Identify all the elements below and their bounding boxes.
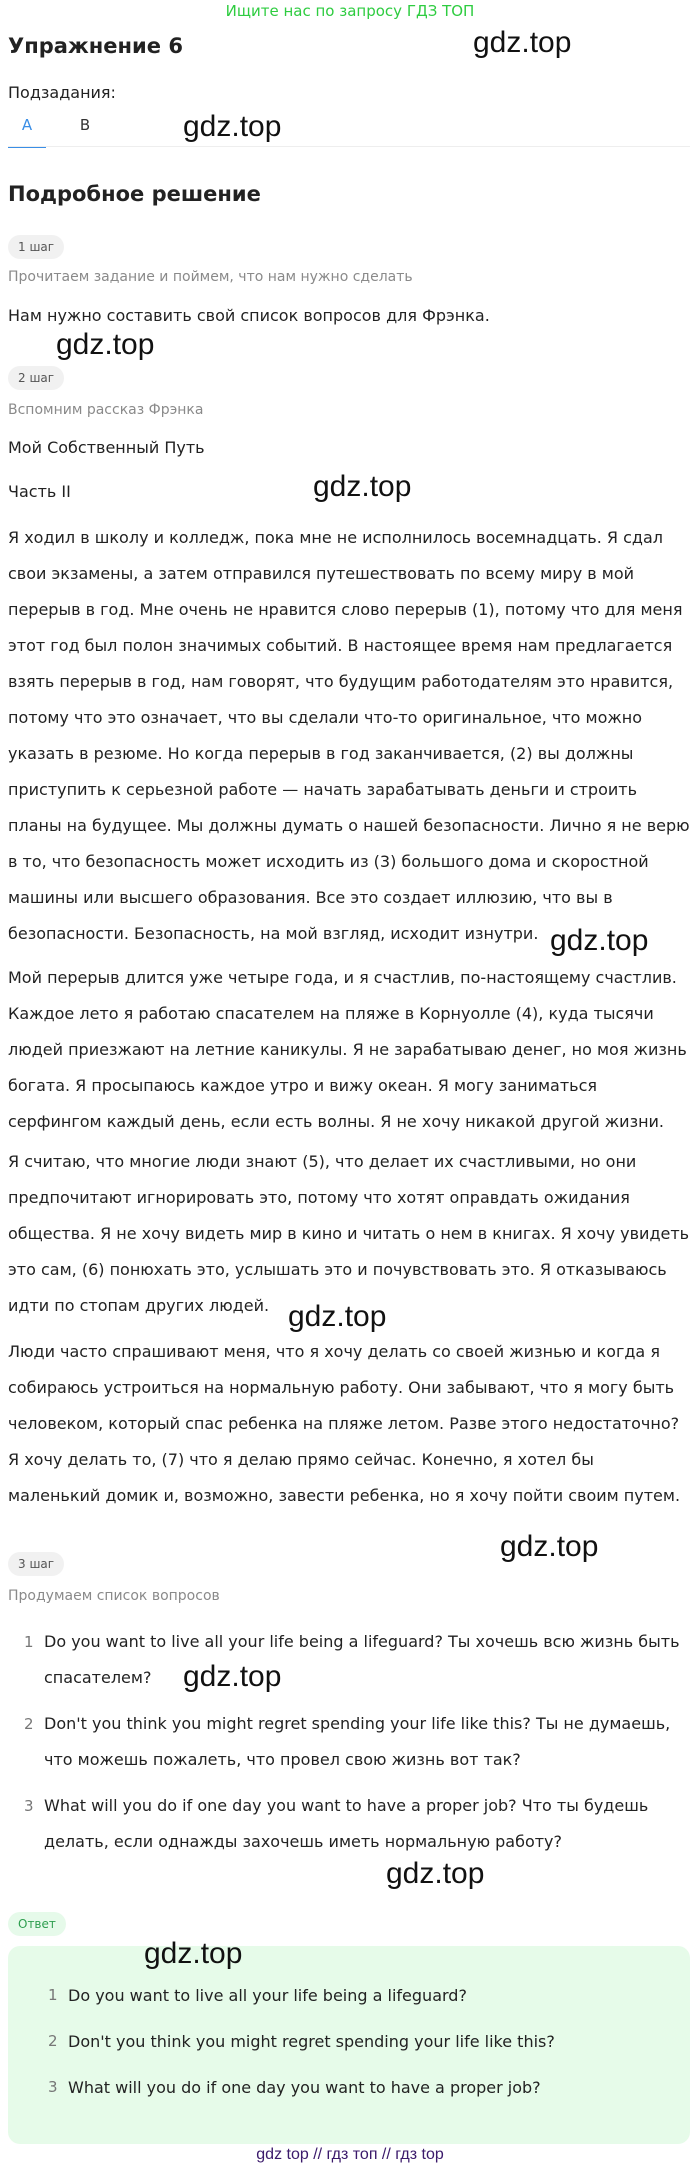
top-banner[interactable]: Ищите нас по запросу ГДЗ ТОП xyxy=(225,2,475,20)
watermark: gdz.top xyxy=(144,1937,243,1970)
question-number: 2 xyxy=(24,1715,34,1733)
step1-text: Нам нужно составить свой список вопросов для Фрэнка. xyxy=(8,306,490,325)
question-text: Don't you think you might regret spending your life like this? Ты не думаешь, что можешь пожалеть, что провел свою жизнь вот так? xyxy=(44,1714,671,1769)
tab-a[interactable]: A xyxy=(8,112,46,148)
step-badge: 2 шаг xyxy=(8,366,64,390)
answer-number: 2 xyxy=(48,2032,58,2050)
exercise-title: Упражнение 6 xyxy=(8,34,183,58)
story-part: Часть II xyxy=(8,482,71,501)
story-paragraph: Люди часто спрашивают меня, что я хочу делать со своей жизнью и когда я собираюсь устроиться на нормальную работу. Они забывают, что я могу быть человеком, который спас ребенка на пляже летом. Разве этого недостаточно? Я хочу делать то, (7) что я делаю прямо сейчас. Конечно, я хотел бы маленький домик и, возможно, завести ребенка, но я хочу пойти своим путем. xyxy=(8,1342,681,1505)
answer-number: 1 xyxy=(48,1986,58,2004)
step-badge: 3 шаг xyxy=(8,1552,64,1576)
solution-title: Подробное решение xyxy=(8,182,261,206)
answer-text: Don't you think you might regret spending your life like this? xyxy=(68,2032,555,2051)
question-number: 1 xyxy=(24,1633,34,1651)
footer-links[interactable]: gdz top // гдз топ // гдз top xyxy=(256,2146,444,2163)
step-caption: Прочитаем задание и поймем, что нам нужно сделать xyxy=(8,269,413,285)
story-paragraph: Мой перерыв длится уже четыре года, и я счастлив, по-настоящему счастлив. Каждое лето я работаю спасателем на пляже в Корнуолле (4), куда тысячи людей приезжают на летние каникулы. Я не зарабатываю денег, но моя жизнь богата. Я просыпаюсь каждое утро и вижу океан. Я могу заниматься серфингом каждый день, если есть волны. Я не хочу никакой другой жизни. xyxy=(8,968,687,1131)
tabs-divider xyxy=(8,146,690,147)
watermark: gdz.top xyxy=(313,470,412,503)
story-paragraph: Я считаю, что многие люди знают (5), что делает их счастливыми, но они предпочитают игнорировать это, потому что хотят оправдать ожидания общества. Я не хочу видеть мир в кино и читать о нем в книгах. Я хочу увидеть это сам, (6) понюхать это, услышать это и почувствовать это. Я отказываюсь идти по стопам других людей. xyxy=(8,1152,690,1315)
subtasks-label: Подзадания: xyxy=(8,83,116,102)
answer-text: Do you want to live all your life being a lifeguard? xyxy=(68,1986,467,2005)
watermark: gdz.top xyxy=(56,328,155,361)
answer-text: What will you do if one day you want to have a proper job? xyxy=(68,2078,541,2097)
watermark: gdz.top xyxy=(183,1660,282,1693)
story-paragraph: Я ходил в школу и колледж, пока мне не исполнилось восемнадцать. Я сдал свои экзамены, а затем отправился путешествовать по всему миру в мой перерыв в год. Мне очень не нравится слово перерыв (1), потому что для меня этот год был полон значимых событий. В настоящее время нам предлагается взять перерыв в год, нам говорят, что будущим работодателям это нравится, потому что это означает, что вы сделали что-то оригинальное, что можно указать в резюме. Но когда перерыв в год заканчивается, (2) вы должны приступить к серьезной работе — начать зарабатывать деньги и строить планы на будущее. Мы должны думать о нашей безопасности. Лично я не верю в то, что безопасность может исходить из (3) большого дома и скоростной машины или высшего образования. Все это создает иллюзию, что вы в безопасности. Безопасность, на мой взгляд, исходит изнутри. xyxy=(8,528,690,943)
step-caption: Вспомним рассказ Фрэнка xyxy=(8,402,204,418)
answer-number: 3 xyxy=(48,2078,58,2096)
watermark: gdz.top xyxy=(386,1857,485,1890)
question-text: What will you do if one day you want to have a proper job? Что ты будешь делать, если однажды захочешь иметь нормальную работу? xyxy=(44,1796,649,1851)
story-title: Мой Собственный Путь xyxy=(8,438,205,457)
question-text: Do you want to live all your life being a lifeguard? Ты хочешь всю жизнь быть спасателем? xyxy=(44,1632,680,1687)
watermark: gdz.top xyxy=(288,1300,387,1333)
watermark: gdz.top xyxy=(473,26,572,59)
watermark: gdz.top xyxy=(183,110,282,143)
step-caption: Продумаем список вопросов xyxy=(8,1588,220,1604)
subtask-tabs xyxy=(8,112,104,148)
answer-box xyxy=(8,1946,690,2144)
watermark: gdz.top xyxy=(500,1530,599,1563)
answer-badge: Ответ xyxy=(8,1912,66,1936)
tab-b[interactable]: B xyxy=(79,116,91,134)
watermark: gdz.top xyxy=(550,924,649,957)
question-number: 3 xyxy=(24,1797,34,1815)
step-badge: 1 шаг xyxy=(8,235,64,259)
